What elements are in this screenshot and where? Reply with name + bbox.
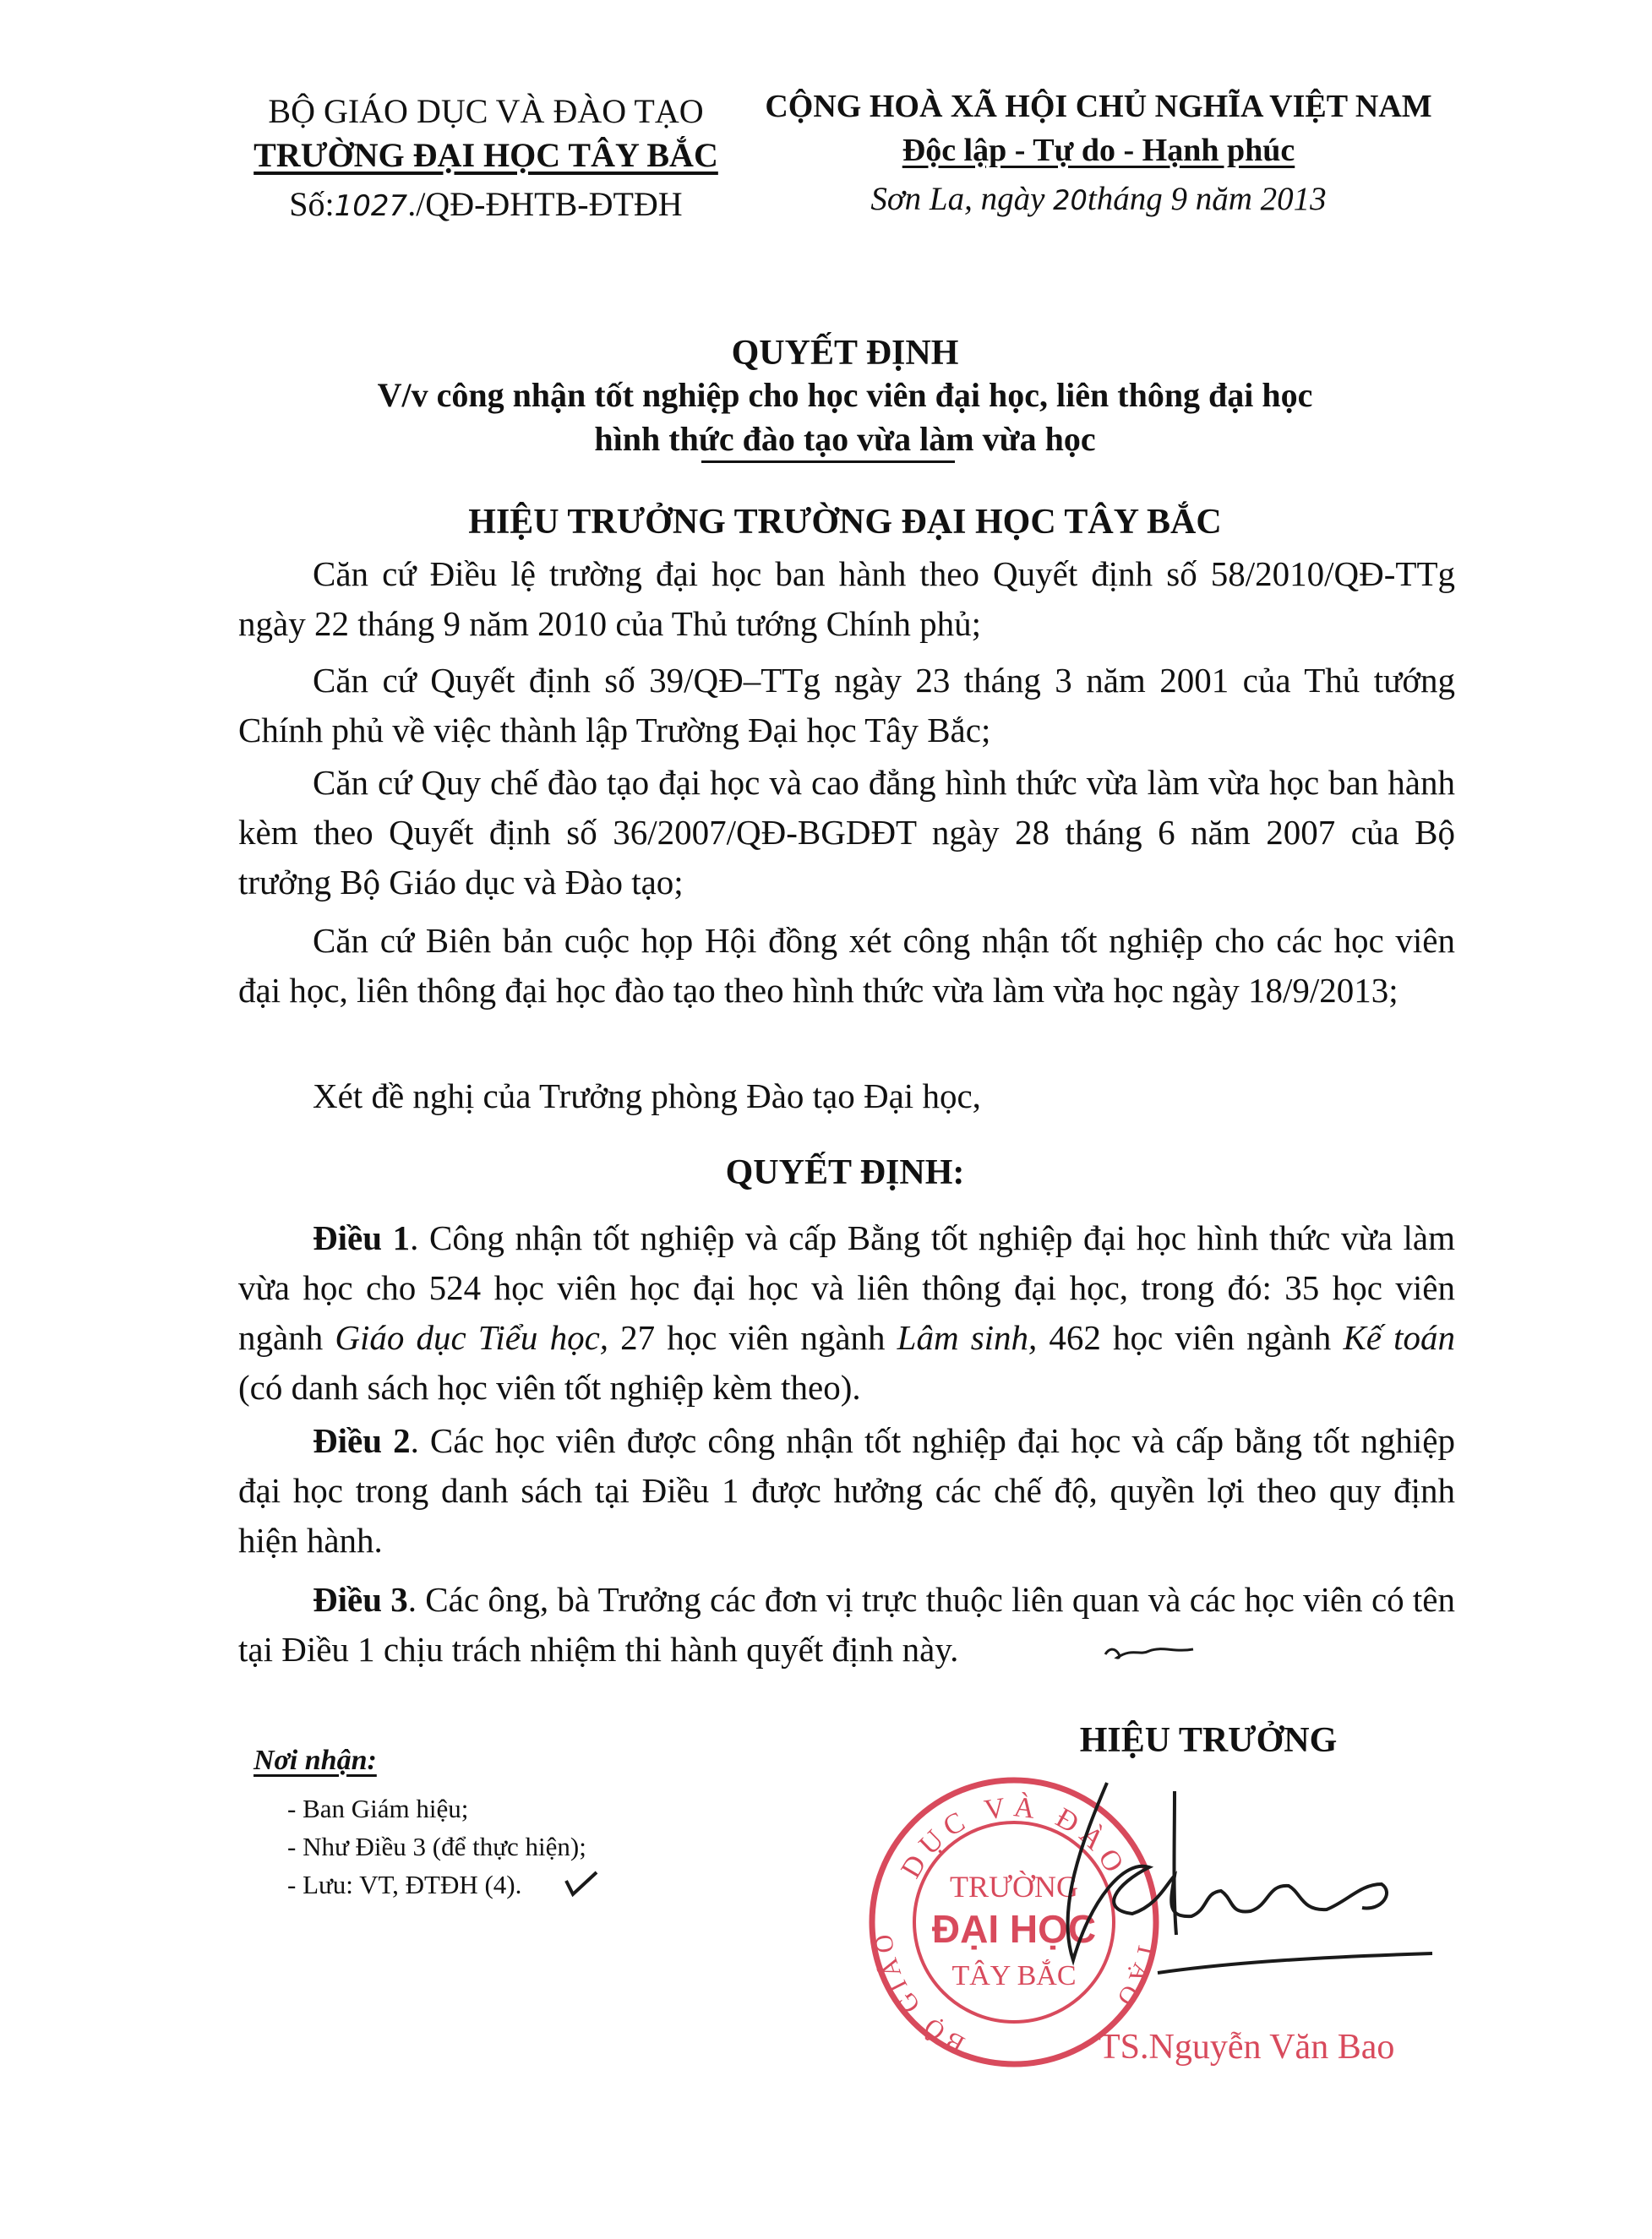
- basis-1: Căn cứ Điều lệ trường đại học ban hành theo Quyết định số 58/2010/QĐ-TTg ngày 22 tháng 9 năm 2010 của Thủ tướng Chính phủ;: [238, 554, 1455, 643]
- basis-4: Căn cứ Biên bản cuộc họp Hội đồng xét công nhận tốt nghiệp cho các học viên đại học, liên thông đại học đào tạo theo hình thức vừa làm vừa học ngày 18/9/2013;: [238, 921, 1455, 1010]
- country-name: CỘNG HOÀ XÃ HỘI CHỦ NGHĨA VIỆT NAM: [765, 89, 1432, 124]
- date-day-handwritten: 20: [1053, 184, 1088, 216]
- authority-heading: HIỆU TRƯỞNG TRƯỜNG ĐẠI HỌC TÂY BẮC: [468, 503, 1222, 542]
- decision-title: QUYẾT ĐỊNH: [731, 334, 959, 373]
- svg-text:TRƯỜNG: TRƯỜNG: [950, 1870, 1078, 1904]
- svg-text:DỤC VÀ ĐÀO: DỤC VÀ ĐÀO: [895, 1791, 1133, 1884]
- number-suffix: ./QĐ-ĐHTB-ĐTĐH: [407, 185, 683, 223]
- basis-3: Căn cứ Quy chế đào tạo đại học và cao đẳng hình thức vừa làm vừa học ban hành kèm theo Quyết định số 36/2007/QĐ-BGDĐT ngày 28 tháng 6 năm 2007 của Bộ trưởng Bộ Giáo dục và Đào tạo;: [238, 763, 1455, 902]
- signatory-name: TS.Nguyễn Văn Bao: [1099, 2028, 1395, 2067]
- decision-heading: QUYẾT ĐỊNH:: [725, 1153, 965, 1192]
- initial-mark: [1099, 1632, 1200, 1666]
- major-primary-education: Giáo dục Tiểu học,: [335, 1318, 609, 1357]
- major-silviculture: Lâm sinh,: [897, 1318, 1038, 1357]
- svg-text:ĐẠI HỌC: ĐẠI HỌC: [931, 1907, 1097, 1951]
- article-2: Điều 2. Các học viên được công nhận tốt nghiệp đại học và cấp bằng tốt nghiệp đại học trong danh sách tại Điều 1 được hưởng các chế độ, quyền lợi theo quy định hiện hành.: [238, 1421, 1455, 1560]
- svg-text:TẠO: TẠO: [1109, 1940, 1162, 2015]
- date-prefix: Sơn La, ngày: [870, 181, 1054, 217]
- recipient-item: - Như Điều 3 (để thực hiện);: [287, 1832, 586, 1861]
- signatory-title: HIỆU TRƯỞNG: [1079, 1721, 1338, 1760]
- decision-number: [211, 182, 761, 228]
- decision-subject-line2: hình thức đào tạo vừa làm vừa học: [594, 420, 1096, 458]
- number-prefix: Số:: [289, 185, 335, 223]
- article-2-label: Điều 2: [313, 1421, 411, 1460]
- major-accounting: Kế toán: [1343, 1318, 1456, 1357]
- basis-5: Xét đề nghị của Trưởng phòng Đào tạo Đại học,: [313, 1076, 981, 1115]
- subject-underline: [701, 460, 955, 463]
- basis-2: Căn cứ Quyết định số 39/QĐ–TTg ngày 23 tháng 3 năm 2001 của Thủ tướng Chính phủ về việc thành lập Trường Đại học Tây Bắc;: [238, 661, 1455, 749]
- article-1-label: Điều 1: [313, 1218, 411, 1257]
- article-1: Điều 1. Công nhận tốt nghiệp và cấp Bằng tốt nghiệp đại học hình thức vừa làm vừa học cho 524 học viên học đại học và liên thông đại học, trong đó: 35 học viên ngành Giáo dục Tiểu học, 27 học viên ngành Lâm sinh, 462 học viên ngành Kế toán (có danh sách học viên tốt nghiệp kèm theo).: [238, 1218, 1456, 1407]
- article-3: Điều 3. Các ông, bà Trưởng các đơn vị trực thuộc liên quan và các học viên có tên tại Điều 1 chịu trách nhiệm thi hành quyết định này.: [238, 1580, 1456, 1669]
- svg-text:TÂY BẮC: TÂY BẮC: [951, 1960, 1077, 1991]
- signature-scribble: [1048, 1766, 1437, 1986]
- date-suffix: tháng 9 năm 2013: [1087, 181, 1327, 217]
- national-motto: Độc lập - Tự do - Hạnh phúc: [902, 133, 1295, 168]
- recipients-heading: Nơi nhận:: [254, 1745, 377, 1776]
- decision-subject-line1: V/v công nhận tốt nghiệp cho học viên đại học, liên thông đại học: [377, 376, 1313, 414]
- university-name: TRƯỜNG ĐẠI HỌC TÂY BẮC: [254, 136, 718, 174]
- place-date: [718, 177, 1479, 222]
- recipient-item: - Ban Giám hiệu;: [287, 1794, 469, 1823]
- check-mark: [563, 1869, 600, 1899]
- ministry-name: BỘ GIÁO DỤC VÀ ĐÀO TẠO: [268, 92, 704, 130]
- recipient-item: - Lưu: VT, ĐTĐH (4).: [287, 1870, 522, 1899]
- article-3-label: Điều 3: [313, 1580, 408, 1619]
- number-handwritten: 1027: [334, 189, 408, 223]
- svg-text:BỘ GIÁO: BỘ GIÁO: [869, 1927, 969, 2059]
